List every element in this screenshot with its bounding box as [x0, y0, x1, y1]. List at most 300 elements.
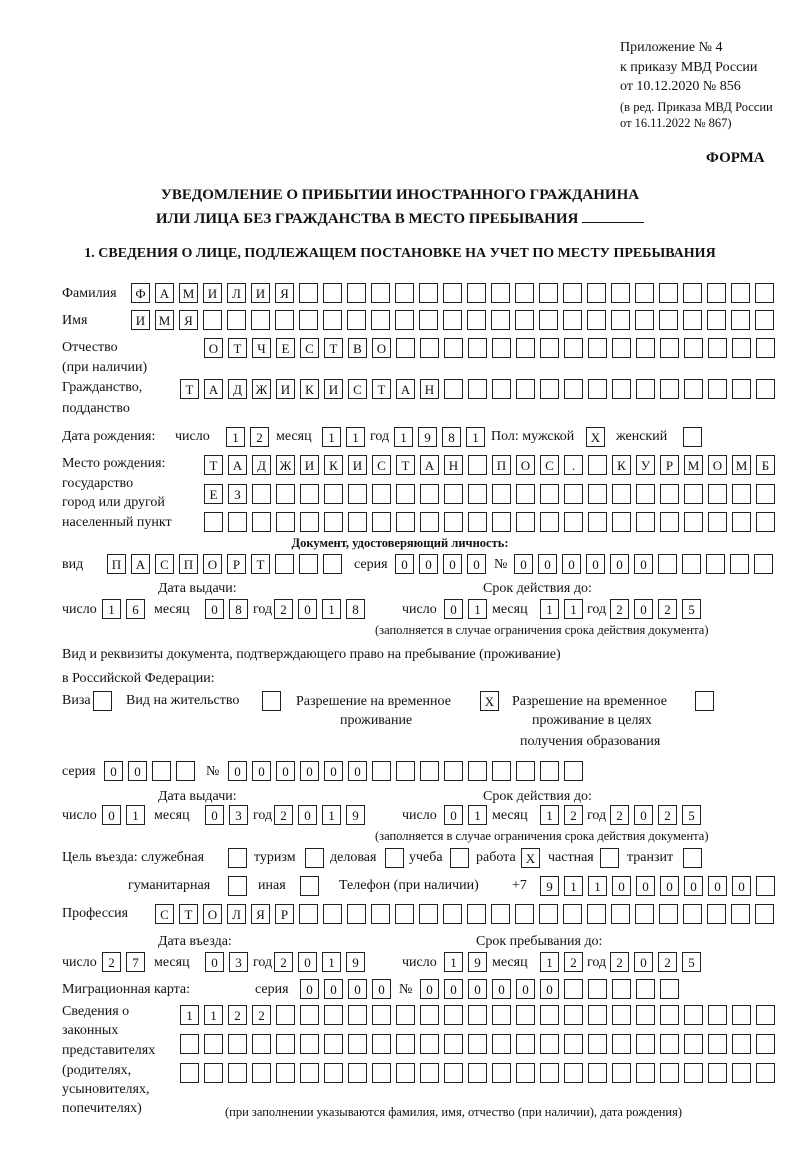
char-box[interactable]: [708, 1034, 727, 1054]
char-box[interactable]: Ф: [131, 283, 150, 303]
char-box[interactable]: Л: [227, 283, 246, 303]
char-box[interactable]: 0: [492, 979, 511, 999]
char-box[interactable]: [588, 1063, 607, 1083]
char-box[interactable]: [564, 1063, 583, 1083]
char-box[interactable]: [468, 1034, 487, 1054]
char-box[interactable]: [756, 876, 775, 896]
char-box[interactable]: [732, 1034, 751, 1054]
char-box[interactable]: [516, 512, 535, 532]
char-box[interactable]: 2: [250, 427, 269, 447]
char-box[interactable]: [732, 1005, 751, 1025]
char-box[interactable]: [492, 484, 511, 504]
char-box[interactable]: [564, 1034, 583, 1054]
char-box[interactable]: [444, 484, 463, 504]
char-box[interactable]: [755, 904, 774, 924]
char-box[interactable]: С: [540, 455, 559, 475]
char-box[interactable]: [588, 1005, 607, 1025]
char-box[interactable]: [540, 1034, 559, 1054]
char-box[interactable]: 2: [658, 805, 677, 825]
char-box[interactable]: [683, 904, 702, 924]
char-box[interactable]: 0: [610, 554, 629, 574]
char-box[interactable]: [600, 848, 619, 868]
char-box[interactable]: 1: [126, 805, 145, 825]
char-box[interactable]: У: [636, 455, 655, 475]
char-box[interactable]: Т: [180, 379, 199, 399]
char-box[interactable]: 2: [274, 952, 293, 972]
char-box[interactable]: [636, 1005, 655, 1025]
char-box[interactable]: [324, 512, 343, 532]
char-box[interactable]: [228, 1034, 247, 1054]
char-box[interactable]: [540, 484, 559, 504]
char-box[interactable]: [540, 761, 559, 781]
char-box[interactable]: [324, 1063, 343, 1083]
char-box[interactable]: [204, 1063, 223, 1083]
char-box[interactable]: [323, 904, 342, 924]
char-box[interactable]: [228, 876, 247, 896]
char-box[interactable]: 2: [274, 599, 293, 619]
char-box[interactable]: 1: [346, 427, 365, 447]
char-box[interactable]: 0: [205, 599, 224, 619]
char-box[interactable]: 1: [564, 599, 583, 619]
char-box[interactable]: [588, 484, 607, 504]
char-box[interactable]: [348, 1063, 367, 1083]
char-box[interactable]: [324, 484, 343, 504]
char-box[interactable]: И: [324, 379, 343, 399]
char-box[interactable]: [372, 1005, 391, 1025]
char-box[interactable]: [695, 691, 714, 711]
char-box[interactable]: [444, 1063, 463, 1083]
char-box[interactable]: [444, 761, 463, 781]
char-box[interactable]: [468, 379, 487, 399]
char-box[interactable]: Д: [252, 455, 271, 475]
char-box[interactable]: П: [107, 554, 126, 574]
char-box[interactable]: 0: [732, 876, 751, 896]
char-box[interactable]: 5: [682, 599, 701, 619]
char-box[interactable]: [683, 283, 702, 303]
char-box[interactable]: И: [348, 455, 367, 475]
char-box[interactable]: 0: [228, 761, 247, 781]
char-box[interactable]: [492, 338, 511, 358]
char-box[interactable]: Р: [660, 455, 679, 475]
char-box[interactable]: [731, 310, 750, 330]
char-box[interactable]: [300, 1005, 319, 1025]
char-box[interactable]: [203, 310, 222, 330]
char-box[interactable]: М: [155, 310, 174, 330]
char-box[interactable]: Л: [227, 904, 246, 924]
char-box[interactable]: [348, 1034, 367, 1054]
char-box[interactable]: [708, 512, 727, 532]
char-box[interactable]: [467, 904, 486, 924]
char-box[interactable]: [756, 338, 775, 358]
char-box[interactable]: [444, 512, 463, 532]
char-box[interactable]: И: [131, 310, 150, 330]
char-box[interactable]: 0: [420, 979, 439, 999]
char-box[interactable]: [492, 379, 511, 399]
char-box[interactable]: 0: [516, 979, 535, 999]
char-box[interactable]: [540, 512, 559, 532]
char-box[interactable]: О: [372, 338, 391, 358]
char-box[interactable]: [348, 512, 367, 532]
char-box[interactable]: [396, 1063, 415, 1083]
char-box[interactable]: [564, 379, 583, 399]
char-box[interactable]: [636, 1063, 655, 1083]
char-box[interactable]: 0: [468, 979, 487, 999]
char-box[interactable]: [385, 848, 404, 868]
char-box[interactable]: 1: [180, 1005, 199, 1025]
char-box[interactable]: [730, 554, 749, 574]
char-box[interactable]: [396, 484, 415, 504]
char-box[interactable]: [152, 761, 171, 781]
char-box[interactable]: 1: [540, 952, 559, 972]
char-box[interactable]: 2: [610, 599, 629, 619]
char-box[interactable]: А: [204, 379, 223, 399]
char-box[interactable]: [587, 904, 606, 924]
char-box[interactable]: 5: [682, 952, 701, 972]
char-box[interactable]: 0: [586, 554, 605, 574]
char-box[interactable]: О: [516, 455, 535, 475]
char-box[interactable]: 8: [442, 427, 461, 447]
char-box[interactable]: С: [348, 379, 367, 399]
char-box[interactable]: [252, 1063, 271, 1083]
char-box[interactable]: [492, 1063, 511, 1083]
char-box[interactable]: [305, 848, 324, 868]
char-box[interactable]: 1: [540, 599, 559, 619]
char-box[interactable]: 1: [322, 805, 341, 825]
char-box[interactable]: [588, 512, 607, 532]
char-box[interactable]: [684, 379, 703, 399]
char-box[interactable]: [612, 338, 631, 358]
char-box[interactable]: [371, 904, 390, 924]
char-box[interactable]: 9: [346, 805, 365, 825]
char-box[interactable]: К: [612, 455, 631, 475]
char-box[interactable]: [419, 310, 438, 330]
char-box[interactable]: [396, 1034, 415, 1054]
char-box[interactable]: [372, 761, 391, 781]
char-box[interactable]: [612, 1063, 631, 1083]
char-box[interactable]: 0: [538, 554, 557, 574]
char-box[interactable]: 0: [636, 876, 655, 896]
char-box[interactable]: [540, 1005, 559, 1025]
char-box[interactable]: 0: [324, 761, 343, 781]
char-box[interactable]: [372, 1034, 391, 1054]
char-box[interactable]: [682, 554, 701, 574]
char-box[interactable]: [708, 379, 727, 399]
char-box[interactable]: [395, 904, 414, 924]
char-box[interactable]: Е: [204, 484, 223, 504]
char-box[interactable]: 0: [444, 805, 463, 825]
char-box[interactable]: 9: [418, 427, 437, 447]
char-box[interactable]: [228, 1063, 247, 1083]
char-box[interactable]: [516, 379, 535, 399]
char-box[interactable]: [659, 310, 678, 330]
char-box[interactable]: [419, 904, 438, 924]
char-box[interactable]: [612, 1034, 631, 1054]
char-box[interactable]: [371, 310, 390, 330]
char-box[interactable]: [540, 338, 559, 358]
char-box[interactable]: [492, 761, 511, 781]
char-box[interactable]: Т: [251, 554, 270, 574]
char-box[interactable]: 1: [540, 805, 559, 825]
char-box[interactable]: Т: [324, 338, 343, 358]
char-box[interactable]: [516, 1034, 535, 1054]
char-box[interactable]: 0: [660, 876, 679, 896]
char-box[interactable]: 0: [104, 761, 123, 781]
char-box[interactable]: [176, 761, 195, 781]
char-box[interactable]: [300, 876, 319, 896]
char-box[interactable]: [563, 283, 582, 303]
char-box[interactable]: 3: [229, 952, 248, 972]
char-box[interactable]: М: [732, 455, 751, 475]
char-box[interactable]: Р: [227, 554, 246, 574]
char-box[interactable]: 2: [564, 952, 583, 972]
char-box[interactable]: [564, 484, 583, 504]
char-box[interactable]: [299, 554, 318, 574]
char-box[interactable]: 1: [444, 952, 463, 972]
char-box[interactable]: [754, 554, 773, 574]
char-box[interactable]: Я: [179, 310, 198, 330]
char-box[interactable]: [347, 310, 366, 330]
char-box[interactable]: [299, 904, 318, 924]
char-box[interactable]: [564, 979, 583, 999]
char-box[interactable]: 0: [205, 952, 224, 972]
char-box[interactable]: [491, 310, 510, 330]
char-box[interactable]: 0: [205, 805, 224, 825]
char-box[interactable]: 0: [372, 979, 391, 999]
char-box[interactable]: [587, 310, 606, 330]
char-box[interactable]: И: [300, 455, 319, 475]
char-box[interactable]: [564, 338, 583, 358]
char-box[interactable]: [323, 283, 342, 303]
char-box[interactable]: [252, 512, 271, 532]
char-box[interactable]: [706, 554, 725, 574]
char-box[interactable]: [708, 1005, 727, 1025]
char-box[interactable]: [348, 484, 367, 504]
char-box[interactable]: [564, 761, 583, 781]
char-box[interactable]: [228, 512, 247, 532]
char-box[interactable]: 0: [419, 554, 438, 574]
char-box[interactable]: 0: [634, 805, 653, 825]
char-box[interactable]: 1: [204, 1005, 223, 1025]
char-box[interactable]: 9: [540, 876, 559, 896]
char-box[interactable]: [420, 1005, 439, 1025]
char-box[interactable]: Т: [372, 379, 391, 399]
char-box[interactable]: А: [155, 283, 174, 303]
char-box[interactable]: 2: [564, 805, 583, 825]
char-box[interactable]: 1: [322, 599, 341, 619]
char-box[interactable]: 2: [252, 1005, 271, 1025]
char-box[interactable]: [444, 1034, 463, 1054]
char-box[interactable]: [468, 455, 487, 475]
char-box[interactable]: [180, 1063, 199, 1083]
char-box[interactable]: [372, 512, 391, 532]
char-box[interactable]: 0: [634, 952, 653, 972]
char-box[interactable]: [658, 554, 677, 574]
char-box[interactable]: Д: [228, 379, 247, 399]
char-box[interactable]: Ч: [252, 338, 271, 358]
char-box[interactable]: [276, 1005, 295, 1025]
char-box[interactable]: [684, 1005, 703, 1025]
char-box[interactable]: [564, 1005, 583, 1025]
char-box[interactable]: [563, 904, 582, 924]
char-box[interactable]: [660, 979, 679, 999]
char-box[interactable]: [708, 338, 727, 358]
char-box[interactable]: 0: [684, 876, 703, 896]
char-box[interactable]: 0: [348, 761, 367, 781]
char-box[interactable]: П: [492, 455, 511, 475]
char-box[interactable]: [612, 512, 631, 532]
char-box[interactable]: [563, 310, 582, 330]
char-box[interactable]: [564, 512, 583, 532]
char-box[interactable]: [444, 1005, 463, 1025]
char-box[interactable]: [708, 484, 727, 504]
char-box[interactable]: [540, 379, 559, 399]
char-box[interactable]: С: [155, 554, 174, 574]
char-box[interactable]: Ж: [252, 379, 271, 399]
char-box[interactable]: [684, 1063, 703, 1083]
char-box[interactable]: [588, 455, 607, 475]
char-box[interactable]: [731, 904, 750, 924]
char-box[interactable]: [300, 484, 319, 504]
char-box[interactable]: [516, 484, 535, 504]
char-box[interactable]: [588, 979, 607, 999]
char-box[interactable]: 5: [682, 805, 701, 825]
char-box[interactable]: 1: [226, 427, 245, 447]
char-box[interactable]: [636, 1034, 655, 1054]
char-box[interactable]: Б: [756, 455, 775, 475]
char-box[interactable]: [611, 904, 630, 924]
char-box[interactable]: [732, 379, 751, 399]
char-box[interactable]: [515, 904, 534, 924]
char-box[interactable]: 0: [298, 952, 317, 972]
char-box[interactable]: [540, 1063, 559, 1083]
char-box[interactable]: 1: [468, 805, 487, 825]
char-box[interactable]: 2: [228, 1005, 247, 1025]
char-box[interactable]: [468, 1005, 487, 1025]
char-box[interactable]: [372, 484, 391, 504]
char-box[interactable]: 2: [610, 952, 629, 972]
char-box[interactable]: [684, 484, 703, 504]
char-box[interactable]: 1: [322, 427, 341, 447]
char-box[interactable]: [275, 310, 294, 330]
char-box[interactable]: [420, 512, 439, 532]
char-box[interactable]: [755, 310, 774, 330]
char-box[interactable]: [324, 1034, 343, 1054]
char-box[interactable]: [444, 379, 463, 399]
char-box[interactable]: 0: [514, 554, 533, 574]
char-box[interactable]: [420, 761, 439, 781]
char-box[interactable]: [732, 1063, 751, 1083]
char-box[interactable]: [756, 1063, 775, 1083]
char-box[interactable]: 0: [634, 599, 653, 619]
char-box[interactable]: И: [203, 283, 222, 303]
char-box[interactable]: [443, 904, 462, 924]
char-box[interactable]: 1: [102, 599, 121, 619]
char-box[interactable]: [443, 283, 462, 303]
char-box[interactable]: К: [300, 379, 319, 399]
char-box[interactable]: [347, 283, 366, 303]
char-box[interactable]: [252, 484, 271, 504]
char-box[interactable]: [756, 512, 775, 532]
char-box[interactable]: 8: [229, 599, 248, 619]
char-box[interactable]: С: [155, 904, 174, 924]
char-box[interactable]: 7: [126, 952, 145, 972]
char-box[interactable]: [636, 484, 655, 504]
char-box[interactable]: Н: [420, 379, 439, 399]
char-box[interactable]: [732, 338, 751, 358]
char-box[interactable]: 0: [612, 876, 631, 896]
char-box[interactable]: 0: [128, 761, 147, 781]
char-box[interactable]: [660, 379, 679, 399]
char-box[interactable]: [660, 338, 679, 358]
char-box[interactable]: 0: [444, 599, 463, 619]
char-box[interactable]: [636, 379, 655, 399]
char-box[interactable]: [756, 1034, 775, 1054]
char-box[interactable]: [395, 283, 414, 303]
char-box[interactable]: С: [372, 455, 391, 475]
char-box[interactable]: А: [420, 455, 439, 475]
char-box[interactable]: [419, 283, 438, 303]
char-box[interactable]: [420, 484, 439, 504]
char-box[interactable]: З: [228, 484, 247, 504]
char-box[interactable]: А: [131, 554, 150, 574]
char-box[interactable]: [660, 512, 679, 532]
char-box[interactable]: [732, 512, 751, 532]
char-box[interactable]: 9: [468, 952, 487, 972]
char-box[interactable]: [635, 904, 654, 924]
char-box[interactable]: 0: [324, 979, 343, 999]
char-box[interactable]: 1: [394, 427, 413, 447]
char-box[interactable]: [323, 310, 342, 330]
char-box[interactable]: [204, 512, 223, 532]
char-box[interactable]: [228, 848, 247, 868]
char-box[interactable]: [444, 338, 463, 358]
char-box[interactable]: [492, 1034, 511, 1054]
char-box[interactable]: О: [204, 338, 223, 358]
char-box[interactable]: 2: [610, 805, 629, 825]
char-box[interactable]: [683, 310, 702, 330]
char-box[interactable]: [684, 512, 703, 532]
char-box[interactable]: И: [251, 283, 270, 303]
char-box[interactable]: X: [480, 691, 499, 711]
char-box[interactable]: 0: [444, 979, 463, 999]
char-box[interactable]: [395, 310, 414, 330]
char-box[interactable]: 0: [443, 554, 462, 574]
char-box[interactable]: [611, 310, 630, 330]
char-box[interactable]: [450, 848, 469, 868]
char-box[interactable]: [516, 1005, 535, 1025]
char-box[interactable]: [756, 1005, 775, 1025]
char-box[interactable]: [468, 1063, 487, 1083]
char-box[interactable]: А: [228, 455, 247, 475]
char-box[interactable]: 0: [102, 805, 121, 825]
char-box[interactable]: [300, 512, 319, 532]
char-box[interactable]: [396, 338, 415, 358]
char-box[interactable]: [276, 512, 295, 532]
char-box[interactable]: [251, 310, 270, 330]
char-box[interactable]: М: [684, 455, 703, 475]
char-box[interactable]: [708, 1063, 727, 1083]
char-box[interactable]: [468, 484, 487, 504]
char-box[interactable]: М: [179, 283, 198, 303]
char-box[interactable]: [467, 310, 486, 330]
char-box[interactable]: [659, 283, 678, 303]
char-box[interactable]: [492, 512, 511, 532]
char-box[interactable]: [396, 1005, 415, 1025]
char-box[interactable]: 0: [300, 761, 319, 781]
char-box[interactable]: [588, 338, 607, 358]
char-box[interactable]: [275, 554, 294, 574]
char-box[interactable]: [420, 1063, 439, 1083]
